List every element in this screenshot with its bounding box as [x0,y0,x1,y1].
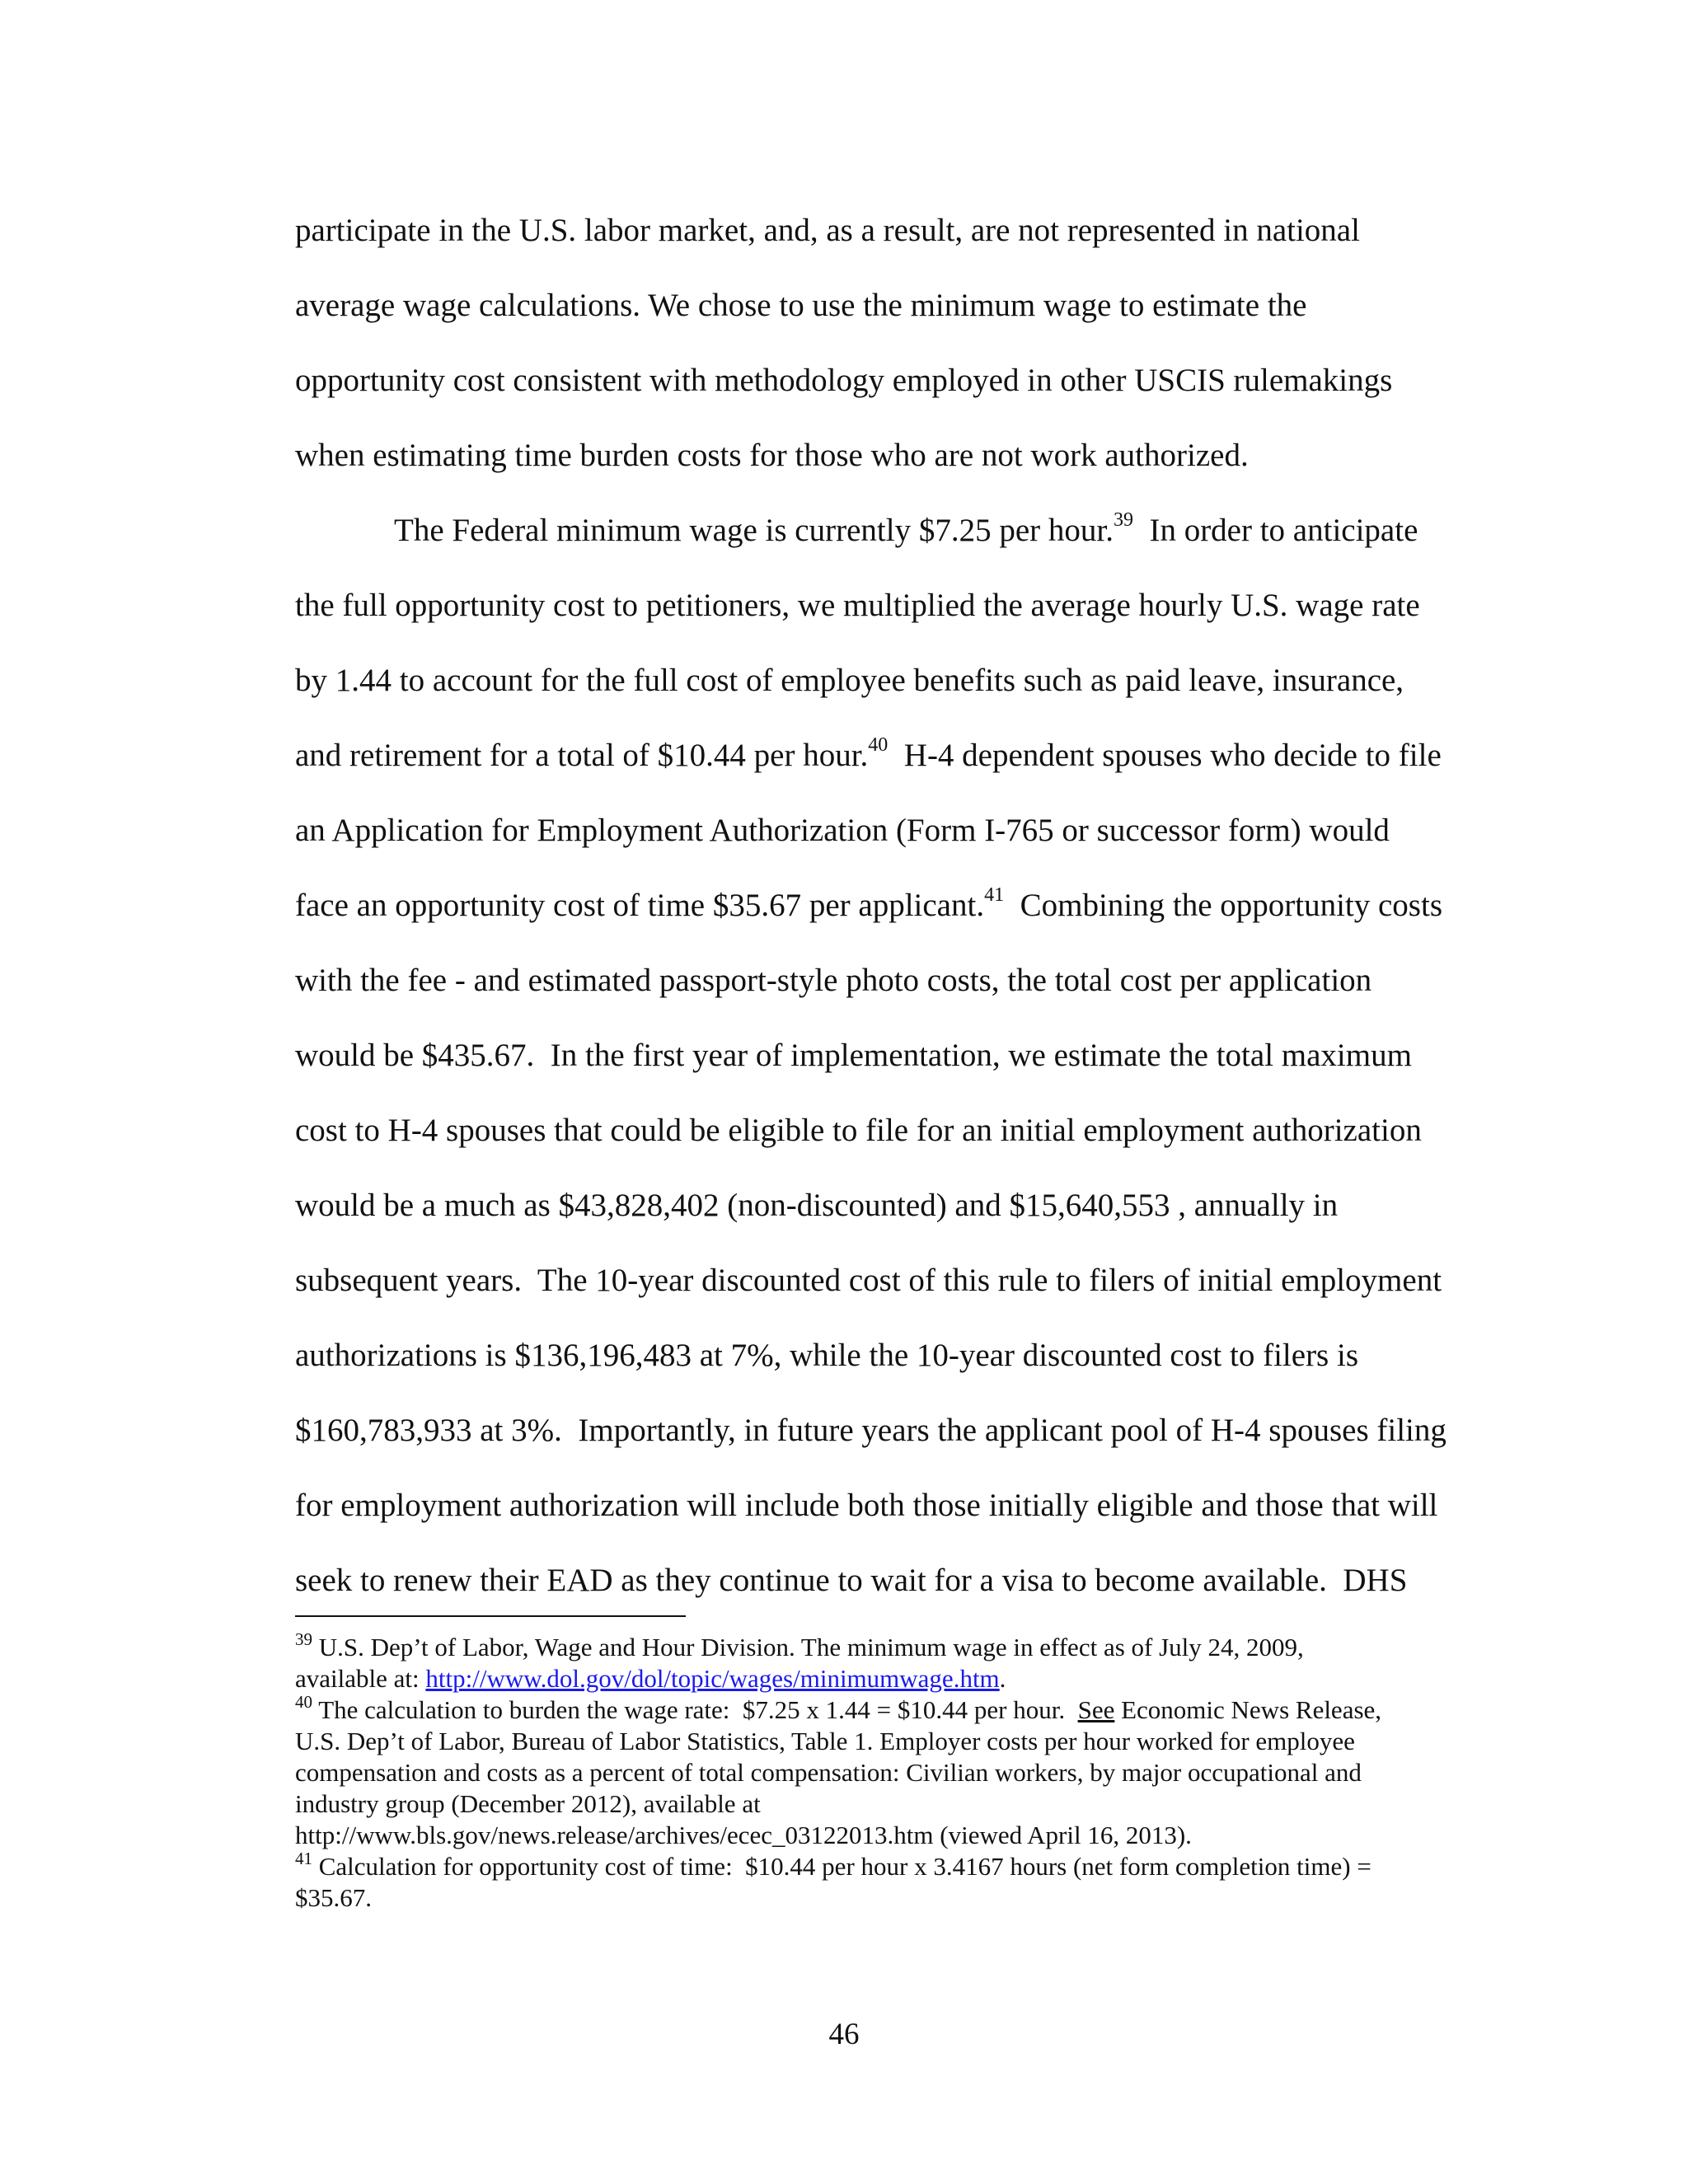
footnote-40-cont: industry group (December 2012), available at [295,1789,761,1818]
footnote-text: The calculation to burden the wage rate: $7.25 x 1.44 = $10.44 per hour. [312,1695,1078,1724]
footnote-text: available at: [295,1664,426,1693]
see-signal: See [1077,1695,1115,1724]
body-line: cost to H-4 spouses that could be eligible to file for an initial employment authorization [295,1113,1422,1148]
dol-minimum-wage-link[interactable]: http://www.dol.gov/dol/topic/wages/minimumwage.htm [425,1664,1000,1693]
body-line: authorizations is $136,196,483 at 7%, while the 10-year discounted cost to filers is [295,1338,1358,1373]
footnote-41 [295,1848,1474,1882]
body-line: $160,783,933 at 3%. Importantly, in future years the applicant pool of H-4 spouses filing [295,1413,1447,1448]
footnote-text: Calculation for opportunity cost of time: $10.44 per hour x 3.4167 hours (net form completion time) = [312,1852,1372,1881]
body-text-segment: The Federal minimum wage is currently $7.25 per hour. [394,513,1114,548]
footnote-41-cont: $35.67. [295,1883,372,1912]
page-number: 46 [828,2018,860,2051]
body-line: would be a much as $43,828,402 (non-discounted) and $15,640,553 , annually in [295,1188,1339,1223]
footnotes [295,1629,1474,1914]
body-line: would be $435.67. In the first year of implementation, we estimate the total maximum [295,1038,1412,1073]
body-line: by 1.44 to account for the full cost of employee benefits such as paid leave, insurance, [295,663,1404,698]
footnote-number: 40 [295,1691,312,1712]
body-line: for employment authorization will include both those initially eligible and those that will [295,1488,1438,1523]
footnote-40 [295,1691,1474,1726]
body-line: average wage calculations. We chose to use the minimum wage to estimate the [295,288,1307,323]
footnote-separator [295,1615,686,1617]
body-text-segment: In order to anticipate [1132,513,1418,548]
footnote-ref-40: 40 [868,734,889,756]
footnote-text: Economic News Release, [1114,1695,1382,1724]
body-line [295,718,1477,793]
body-line: opportunity cost consistent with methodology employed in other USCIS rulemakings [295,363,1393,398]
body-line: subsequent years. The 10-year discounted cost of this rule to filers of initial employment [295,1263,1442,1298]
footnote-number: 39 [295,1629,312,1649]
footnote-40-cont: http://www.bls.gov/news.release/archives/ecec_03122013.htm (viewed April 16, 2013). [295,1821,1192,1849]
body-line: participate in the U.S. labor market, and, as a result, are not represented in national [295,213,1360,248]
paragraph-first-line [295,493,1477,568]
body-line: the full opportunity cost to petitioners, we multiplied the average hourly U.S. wage rate [295,588,1420,623]
footnote-text: U.S. Dep’t of Labor, Wage and Hour Division. The minimum wage in effect as of July 24, 2009, [312,1633,1304,1661]
footnote-ref-41: 41 [984,884,1005,906]
footnote-40-cont: compensation and costs as a percent of total compensation: Civilian workers, by major occupational and [295,1758,1362,1787]
body-text-segment: and retirement for a total of $10.44 per hour. [295,738,869,773]
body-line: seek to renew their EAD as they continue to wait for a visa to become available. DHS [295,1563,1408,1598]
footnote-39-cont [295,1663,1474,1694]
body-text-segment: H-4 dependent spouses who decide to file [888,738,1442,773]
body-text [295,193,1477,1618]
body-line [295,868,1477,943]
footnote-ref-39: 39 [1113,509,1133,531]
body-text-segment: face an opportunity cost of time $35.67 per applicant. [295,888,985,923]
body-line: an Application for Employment Authorization (Form I-765 or successor form) would [295,813,1390,848]
footnote-text: . [999,1664,1006,1693]
body-text-segment: Combining the opportunity costs [1004,888,1443,923]
footnote-39 [295,1629,1474,1663]
body-line: with the fee - and estimated passport-style photo costs, the total cost per application [295,963,1372,998]
footnote-40-cont: U.S. Dep’t of Labor, Bureau of Labor Statistics, Table 1. Employer costs per hour worked for employee [295,1727,1355,1755]
body-line: when estimating time burden costs for those who are not work authorized. [295,438,1249,473]
footnote-number: 41 [295,1848,312,1868]
